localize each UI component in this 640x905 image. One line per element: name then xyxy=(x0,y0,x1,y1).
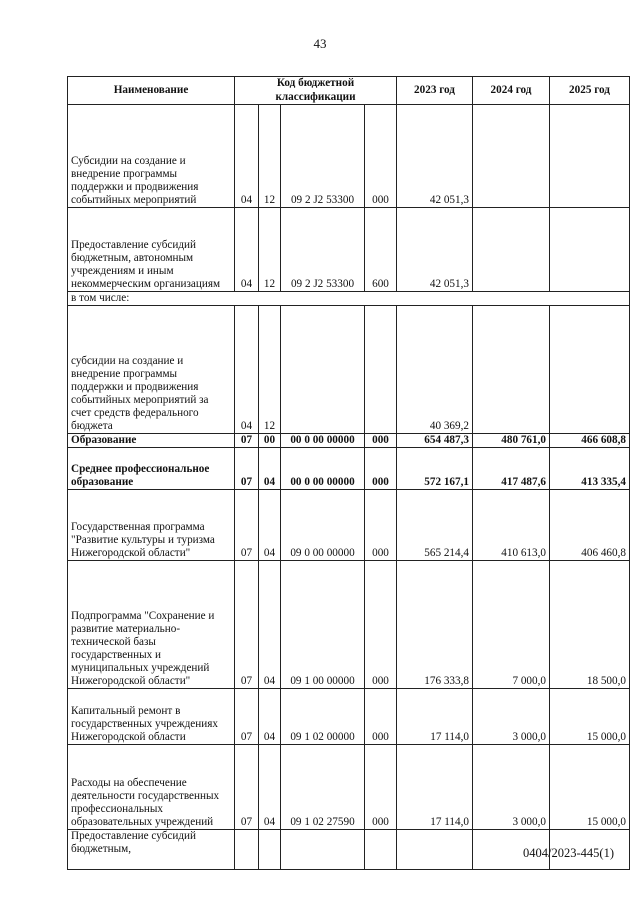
cell-name: Подпрограмма "Сохранение и развитие материально-технической базы государственных и муниципальных учреждений Нижегородской области" xyxy=(68,561,235,689)
cell-2023: 42 051,3 xyxy=(397,208,473,292)
cell-target-article xyxy=(281,306,365,434)
cell-subsection: 04 xyxy=(259,448,281,490)
cell-expense-type: 000 xyxy=(365,745,397,830)
cell-2023: 572 167,1 xyxy=(397,448,473,490)
cell-section: 07 xyxy=(235,689,259,745)
cell-2023: 654 487,3 xyxy=(397,434,473,448)
cell-2024: 3 000,0 xyxy=(473,745,550,830)
cell-expense-type: 000 xyxy=(365,490,397,561)
cell-section: 07 xyxy=(235,448,259,490)
cell-2025: 406 460,8 xyxy=(550,490,630,561)
cell-expense-type: 000 xyxy=(365,561,397,689)
cell-2024 xyxy=(473,208,550,292)
cell-subsection: 00 xyxy=(259,434,281,448)
cell-expense-type xyxy=(365,830,397,870)
cell-2024 xyxy=(473,306,550,434)
cell-2025: 18 500,0 xyxy=(550,561,630,689)
cell-name: Среднее профессиональное образование xyxy=(68,448,235,490)
table-row xyxy=(68,448,630,490)
cell-2025 xyxy=(550,105,630,208)
cell-target-article: 09 2 J2 53300 xyxy=(281,208,365,292)
cell-2025: 413 335,4 xyxy=(550,448,630,490)
cell-name: Субсидии на создание и внедрение программы поддержки и продвижения событийных мероприятий xyxy=(68,105,235,208)
cell-target-article: 09 1 02 27590 xyxy=(281,745,365,830)
cell-target-article: 00 0 00 00000 xyxy=(281,448,365,490)
cell-2025 xyxy=(550,208,630,292)
document-number: 0404/2023-445(1) xyxy=(523,846,614,860)
cell-2024: 417 487,6 xyxy=(473,448,550,490)
cell-name: Предоставление субсидий бюджетным, автономным учреждениям и иным некоммерческим организациям xyxy=(68,208,235,292)
cell-expense-type: 000 xyxy=(365,689,397,745)
table-row xyxy=(68,105,630,208)
table-header-row xyxy=(68,77,630,105)
table-row xyxy=(68,208,630,292)
cell-section: 04 xyxy=(235,105,259,208)
header-2023: 2023 год xyxy=(397,77,473,105)
cell-2024: 410 613,0 xyxy=(473,490,550,561)
cell-section: 07 xyxy=(235,490,259,561)
table-row xyxy=(68,745,630,830)
cell-2024: 7 000,0 xyxy=(473,561,550,689)
cell-2024 xyxy=(473,105,550,208)
cell-subsection: 12 xyxy=(259,208,281,292)
cell-target-article: 00 0 00 00000 xyxy=(281,434,365,448)
cell-target-article: 09 1 02 00000 xyxy=(281,689,365,745)
cell-expense-type: 000 xyxy=(365,448,397,490)
cell-name: Образование xyxy=(68,434,235,448)
cell-expense-type xyxy=(365,306,397,434)
cell-2023: 565 214,4 xyxy=(397,490,473,561)
table-row xyxy=(68,292,630,306)
cell-expense-type: 600 xyxy=(365,208,397,292)
table-row xyxy=(68,434,630,448)
cell-name: Предоставление субсидий бюджетным, xyxy=(68,830,235,870)
cell-expense-type: 000 xyxy=(365,434,397,448)
cell-target-article: 09 2 J2 53300 xyxy=(281,105,365,208)
header-2024: 2024 год xyxy=(473,77,550,105)
cell-section: 04 xyxy=(235,208,259,292)
cell-target-article xyxy=(281,830,365,870)
cell-subsection: 12 xyxy=(259,105,281,208)
budget-table xyxy=(67,76,630,870)
cell-subsection: 04 xyxy=(259,561,281,689)
cell-2024: 3 000,0 xyxy=(473,689,550,745)
cell-2023: 17 114,0 xyxy=(397,689,473,745)
cell-subsection: 04 xyxy=(259,689,281,745)
cell-2023: 17 114,0 xyxy=(397,745,473,830)
cell-section: 07 xyxy=(235,434,259,448)
header-code: Код бюджетной классификации xyxy=(235,77,397,105)
cell-name: Капитальный ремонт в государственных учреждениях Нижегородской области xyxy=(68,689,235,745)
table-row xyxy=(68,689,630,745)
cell-section: 07 xyxy=(235,561,259,689)
cell-2023 xyxy=(397,830,473,870)
page-number: 43 xyxy=(313,36,327,51)
table-row xyxy=(68,306,630,434)
cell-2025 xyxy=(550,306,630,434)
cell-name: в том числе: xyxy=(68,292,630,306)
cell-2025: 15 000,0 xyxy=(550,745,630,830)
cell-section: 04 xyxy=(235,306,259,434)
cell-target-article: 09 1 00 00000 xyxy=(281,561,365,689)
cell-section xyxy=(235,830,259,870)
header-2025: 2025 год xyxy=(550,77,630,105)
cell-subsection: 12 xyxy=(259,306,281,434)
cell-subsection: 04 xyxy=(259,490,281,561)
table-row xyxy=(68,490,630,561)
cell-2025: 15 000,0 xyxy=(550,689,630,745)
cell-2024: 480 761,0 xyxy=(473,434,550,448)
cell-expense-type: 000 xyxy=(365,105,397,208)
cell-target-article: 09 0 00 00000 xyxy=(281,490,365,561)
cell-name: Государственная программа "Развитие культуры и туризма Нижегородской области" xyxy=(68,490,235,561)
cell-2023: 176 333,8 xyxy=(397,561,473,689)
cell-2023: 40 369,2 xyxy=(397,306,473,434)
header-name: Наименование xyxy=(68,77,235,105)
table-row xyxy=(68,561,630,689)
cell-2023: 42 051,3 xyxy=(397,105,473,208)
cell-name: Расходы на обеспечение деятельности государственных профессиональных образовательных учреждений xyxy=(68,745,235,830)
cell-name: субсидии на создание и внедрение программы поддержки и продвижения событийных мероприятий за счет средств федерального бюджета xyxy=(68,306,235,434)
cell-subsection xyxy=(259,830,281,870)
cell-2025: 466 608,8 xyxy=(550,434,630,448)
cell-section: 07 xyxy=(235,745,259,830)
cell-subsection: 04 xyxy=(259,745,281,830)
